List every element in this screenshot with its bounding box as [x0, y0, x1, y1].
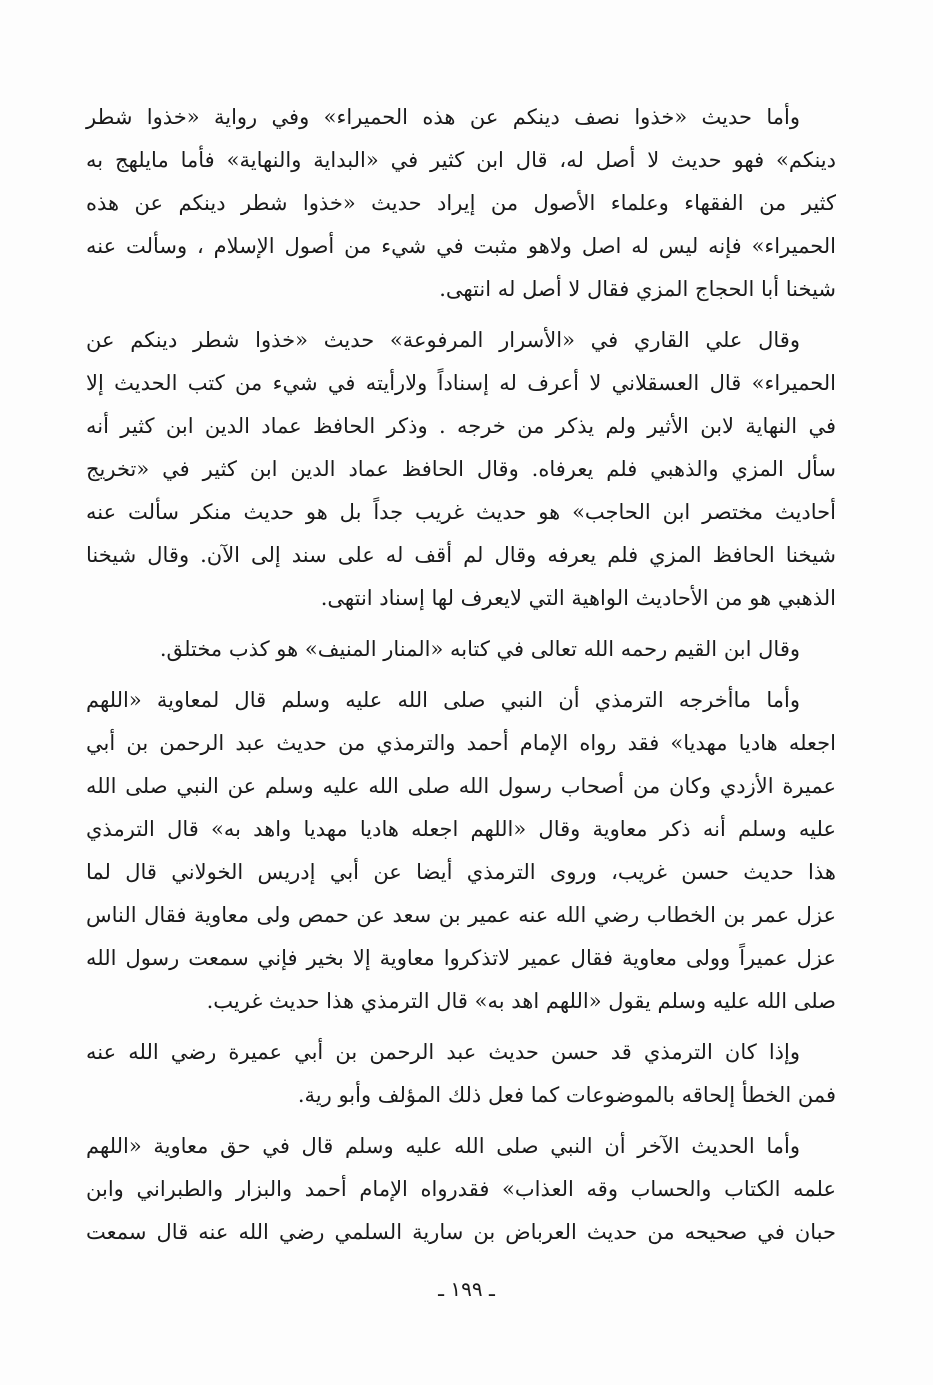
- text-line: في النهاية لابن الأثير ولم يذكر من خرجه . وذكر الحافظ عماد الدين ابن كثير أنه: [86, 414, 836, 438]
- text-line: عزل عميراً وولى معاوية فقال عمير لاتذكروا معاوية إلا بخير فإني سمعت رسول الله: [86, 946, 836, 970]
- text-line: وأما حديث «خذوا نصف دينكم عن هذه الحميراء» وفي رواية «خذوا شطر: [86, 105, 800, 129]
- paragraph: [86, 1031, 836, 1117]
- text-line: دينكم» فهو حديث لا أصل له، قال ابن كثير في «البداية والنهاية» فأما مايلهج به: [86, 148, 836, 172]
- text-line: وأما ماأخرجه الترمذي أن النبي صلى الله عليه وسلم قال لمعاوية «اللهم: [86, 688, 800, 712]
- text-line: عليه وسلم أنه ذكر معاوية وقال «اللهم اجعله هاديا مهديا واهد به» قال الترمذي: [86, 817, 836, 841]
- text-line: وقال علي القاري في «الأسرار المرفوعة» حديث «خذوا شطر دينكم عن: [86, 328, 800, 352]
- text-line: هذا حديث حسن غريب، وروى الترمذي أيضا عن أبي إدريس الخولاني قال لما: [86, 860, 836, 884]
- text-line: وقال ابن القيم رحمه الله تعالى في كتابه «المنار المنيف» هو كذب مختلق.: [159, 637, 800, 661]
- text-line: فمن الخطأ إلحاقه بالموضوعات كما فعل ذلك المؤلف وأبو رية.: [297, 1083, 836, 1107]
- text-line: شيخنا الحافظ المزي فلم يعرفه وقال لم أقف له على سند إلى الآن. وقال شيخنا: [86, 543, 836, 567]
- text-line: الحميراء» قال العسقلاني لا أعرف له إسناداً ولارأيته في شيء من كتب الحديث إلا: [86, 371, 837, 395]
- paragraph: [86, 319, 836, 620]
- page-number: ـ ١٩٩ ـ: [438, 1277, 495, 1301]
- paragraph: [86, 679, 836, 1023]
- paragraph: [86, 1125, 836, 1254]
- text-line: وأما الحديث الآخر أن النبي صلى الله عليه وسلم قال في حق معاوية «اللهم: [86, 1134, 800, 1158]
- text-line: صلى الله عليه وسلم يقول «اللهم اهد به» قال الترمذي هذا حديث غريب.: [206, 989, 836, 1013]
- text-line: علمه الكتاب والحساب وقه العذاب» فقدرواه الإمام أحمد والبزار والطبراني وابن: [86, 1177, 836, 1201]
- text-line: كثير من الفقهاء وعلماء الأصول من إيراد حديث «خذوا شطر دينكم عن هذه: [86, 191, 836, 215]
- text-line: الحميراء» فإنه ليس له اصل ولاهو مثبت في شيء من أصول الإسلام ، وسألت عنه: [86, 234, 836, 258]
- text-line: حبان في صحيحه من حديث العرباض بن سارية السلمي رضي الله عنه قال سمعت: [86, 1220, 836, 1244]
- paragraph: [86, 96, 836, 311]
- text-line: عميرة الأزدي وكان من أصحاب رسول الله صلى الله عليه وسلم عن النبي صلى الله: [86, 774, 836, 798]
- body-text: [86, 96, 836, 1262]
- paragraph: [86, 628, 836, 671]
- text-line: أحاديث مختصر ابن الحاجب» هو حديث غريب جداً بل هو حديث منكر سألت عنه: [86, 500, 836, 524]
- text-line: وإذا كان الترمذي قد حسن حديث عبد الرحمن بن أبي عميرة رضي الله عنه: [86, 1040, 800, 1064]
- text-line: شيخنا أبا الحجاج المزي فقال لا أصل له انتهى.: [439, 277, 836, 301]
- text-line: سأل المزي والذهبي فلم يعرفاه. وقال الحافظ عماد الدين ابن كثير في «تخريج: [86, 457, 836, 481]
- text-line: عزل عمر بن الخطاب رضي الله عنه عمير بن سعد عن حمص ولى معاوية فقال الناس: [86, 903, 836, 927]
- text-line: الذهبي هو من الأحاديث الواهية التي لايعرف لها إسناد انتهى.: [320, 586, 836, 610]
- text-line: اجعله هاديا مهديا» فقد رواه الإمام أحمد والترمذي من حديث عبد الرحمن بن أبي: [86, 731, 836, 755]
